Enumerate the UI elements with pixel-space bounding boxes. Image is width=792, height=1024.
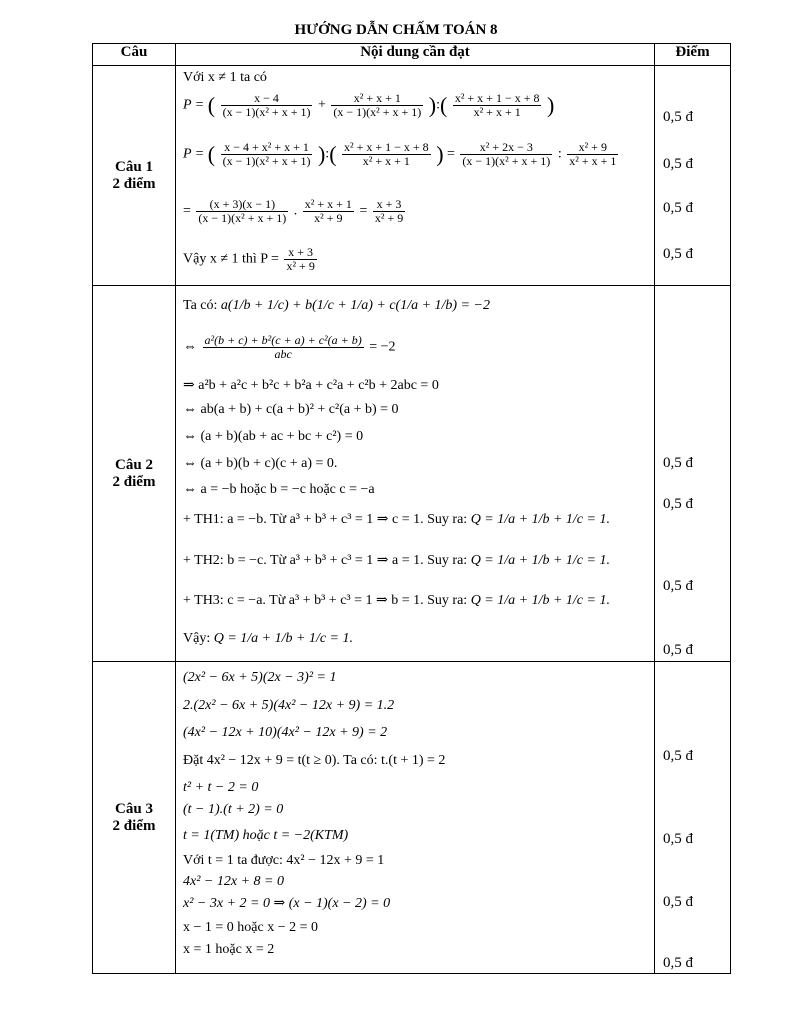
cau-1-frac-10: $\frac{x + 3}{\text{x² + 9}}$	[374, 197, 404, 225]
cau-3-line-4: Đặt 4x² − 12x + 9 = t(t ≥ 0). Ta có: t.(t + 1) = 2	[183, 753, 446, 768]
cau-3-score-2: 0,5 đ	[663, 831, 693, 847]
cau-1-frac-4: $\frac{\text{x − 4 + x² + x + 1}}{\text{(x − 1)(x² + x + 1)}}$	[222, 140, 311, 168]
cau-1-score-2: 0,5 đ	[663, 156, 693, 172]
cau-2-th1: + TH1: a = −b. Từ a³ + b³ + c³ = 1 ⇒ c = 1. Suy ra: Q = 1/a + 1/b + 1/c = 1.	[183, 512, 610, 527]
cau-1-frac-7: $\frac{\text{x² + 9}}{\text{x² + x + 1}}$	[569, 140, 617, 168]
cau-1-line-3: P = ( $\frac{\text{x − 4 + x² + x + 1}}{\text{(x − 1)(x² + x + 1)}}$ ):( $\frac{\text{x² + x + 1 − x + 8}}{\text{x² + x + 1}}$ ) = $\frac{\text{x² + 2x − 3}}{\text{(x − 1)(x² + x + 1)}}$ : $\frac{\text{x² + 9}}{\text{x² + x + 1}}$	[183, 140, 617, 168]
cau-2-scores	[655, 286, 731, 662]
row-cau-3	[93, 662, 731, 974]
cau-1-label: Câu 1	[115, 158, 153, 175]
cau-2-line-5: ⇔ (a + b)(ab + ac + bc + c²) = 0	[183, 429, 364, 444]
cau-2-conclusion: Vậy: Q = 1/a + 1/b + 1/c = 1.	[183, 631, 354, 646]
cau-2-score-2: 0,5 đ	[663, 496, 693, 512]
cau-3-line-12: x = 1 hoặc x = 2	[183, 942, 275, 957]
cau-1-p-label: P =	[183, 97, 205, 113]
cau-2-score-1: 0,5 đ	[663, 455, 693, 471]
cau-2-score-4: 0,5 đ	[663, 642, 693, 658]
cau-1-points: 2 điểm	[112, 175, 156, 192]
cau-2-th2: + TH2: b = −c. Từ a³ + b³ + c³ = 1 ⇒ a = 1. Suy ra: Q = 1/a + 1/b + 1/c = 1.	[183, 553, 610, 568]
cau-1-frac-2: $\frac{\text{x² + x + 1}}{\text{(x − 1)(x² + x + 1)}}$	[333, 91, 422, 119]
cau-1-line-2: P = ( $\frac{x - 4}{\text{(x − 1)(x² + x + 1)}}$ + $\frac{\text{x² + x + 1}}{\text{(x − 1)(x² + x + 1)}}$ ):( $\frac{\text{x² + x + 1 − x + 8}}{\text{x² + x + 1}}$ )	[183, 91, 555, 119]
cau-3-scores	[655, 662, 731, 974]
cau-3-line-5: t² + t − 2 = 0	[183, 780, 259, 795]
row-cau-1	[93, 66, 731, 286]
cau-1-scores	[655, 66, 731, 286]
cau-2-line-6: ⇔ (a + b)(b + c)(c + a) = 0.	[183, 456, 338, 471]
cau-3-line-7: t = 1(TM) hoặc t = −2(KTM)	[183, 828, 349, 843]
cau-1-score-1: 0,5 đ	[663, 109, 693, 125]
cau-1-frac-9: $\frac{\text{x² + x + 1}}{\text{x² + 9}}$	[304, 197, 352, 225]
cau-3-label-cell	[93, 662, 176, 974]
row-cau-2	[93, 286, 731, 662]
cau-2-label-cell	[93, 286, 176, 662]
cau-3-score-3: 0,5 đ	[663, 894, 693, 910]
header-diem: Điểm	[655, 44, 731, 66]
cau-3-points: 2 điểm	[112, 817, 156, 834]
cau-2-line-7: ⇔ a = −b hoặc b = −c hoặc c = −a	[183, 482, 375, 497]
cau-1-frac-1: $\frac{x - 4}{\text{(x − 1)(x² + x + 1)}}$	[222, 91, 311, 119]
cau-3-line-2: 2.(2x² − 6x + 5)(4x² − 12x + 9) = 1.2	[183, 698, 395, 713]
cau-3-line-8: Với t = 1 ta được: 4x² − 12x + 9 = 1	[183, 853, 385, 868]
cau-2-line-1: Ta có: a(1/b + 1/c) + b(1/c + 1/a) + c(1/a + 1/b) = −2	[183, 298, 490, 313]
cau-1-frac-3: $\frac{\text{x² + x + 1 − x + 8}}{\text{x² + x + 1}}$	[454, 91, 540, 119]
cau-2-score-3: 0,5 đ	[663, 578, 693, 594]
document-title: HƯỚNG DẪN CHẤM TOÁN 8	[294, 22, 498, 38]
cau-2-line-2: ⇔ $\frac{\text{a²(b + c) + b²(c + a) + c²(a + b)}}{\text{abc}}$ = −2	[183, 333, 396, 361]
cau-1-frac-8: $\frac{(x + 3)(x - 1)}{\text{(x − 1)(x² + x + 1)}}$	[198, 197, 287, 225]
cau-3-score-1: 0,5 đ	[663, 748, 693, 764]
cau-2-frac-1: $\frac{\text{a²(b + c) + b²(c + a) + c²(a + b)}}{\text{abc}}$	[204, 333, 362, 361]
cau-3-content	[176, 662, 655, 974]
cau-2-line-4: ⇔ ab(a + b) + c(a + b)² + c²(a + b) = 0	[183, 402, 399, 417]
cau-1-score-4: 0,5 đ	[663, 246, 693, 262]
cau-1-line-1: Với x ≠ 1 ta có	[183, 70, 267, 85]
cau-3-line-6: (t − 1).(t + 2) = 0	[183, 802, 284, 817]
cau-3-line-9: 4x² − 12x + 8 = 0	[183, 874, 284, 889]
cau-3-line-1: (2x² − 6x + 5)(2x − 3)² = 1	[183, 670, 337, 685]
cau-1-line-4: = $\frac{(x + 3)(x - 1)}{\text{(x − 1)(x² + x + 1)}}$ . $\frac{\text{x² + x + 1}}{\text{x² + 9}}$ = $\frac{x + 3}{\text{x² + 9}}$	[183, 197, 404, 225]
cau-3-line-3: (4x² − 12x + 10)(4x² − 12x + 9) = 2	[183, 725, 388, 740]
cau-2-th3: + TH3: c = −a. Từ a³ + b³ + c³ = 1 ⇒ b = 1. Suy ra: Q = 1/a + 1/b + 1/c = 1.	[183, 593, 610, 608]
cau-1-line-5: Vậy x ≠ 1 thì P = $\frac{x + 3}{\text{x² + 9}}$	[183, 245, 315, 273]
cau-1-content	[176, 66, 655, 286]
cau-3-label: Câu 3	[115, 800, 153, 817]
grading-table	[92, 43, 731, 974]
cau-1-frac-6: $\frac{\text{x² + 2x − 3}}{\text{(x − 1)(x² + x + 1)}}$	[462, 140, 551, 168]
header-cau: Câu	[93, 44, 176, 66]
cau-3-score-4: 0,5 đ	[663, 955, 693, 971]
cau-3-line-10: x² − 3x + 2 = 0 ⇒ (x − 1)(x − 2) = 0	[183, 896, 391, 911]
header-noidung: Nội dung cần đạt	[176, 44, 655, 66]
cau-2-line-3: ⇒ a²b + a²c + b²c + b²a + c²a + c²b + 2abc = 0	[183, 378, 439, 393]
cau-2-content	[176, 286, 655, 662]
cau-1-frac-5: $\frac{\text{x² + x + 1 − x + 8}}{\text{x² + x + 1}}$	[344, 140, 429, 168]
cau-1-score-3: 0,5 đ	[663, 200, 693, 216]
cau-2-points: 2 điểm	[112, 473, 156, 490]
cau-1-frac-11: $\frac{x + 3}{\text{x² + 9}}$	[286, 245, 315, 273]
cau-3-line-11: x − 1 = 0 hoặc x − 2 = 0	[183, 920, 319, 935]
header-row	[93, 44, 731, 66]
cau-1-label-cell	[93, 66, 176, 286]
cau-2-label: Câu 2	[115, 456, 153, 473]
